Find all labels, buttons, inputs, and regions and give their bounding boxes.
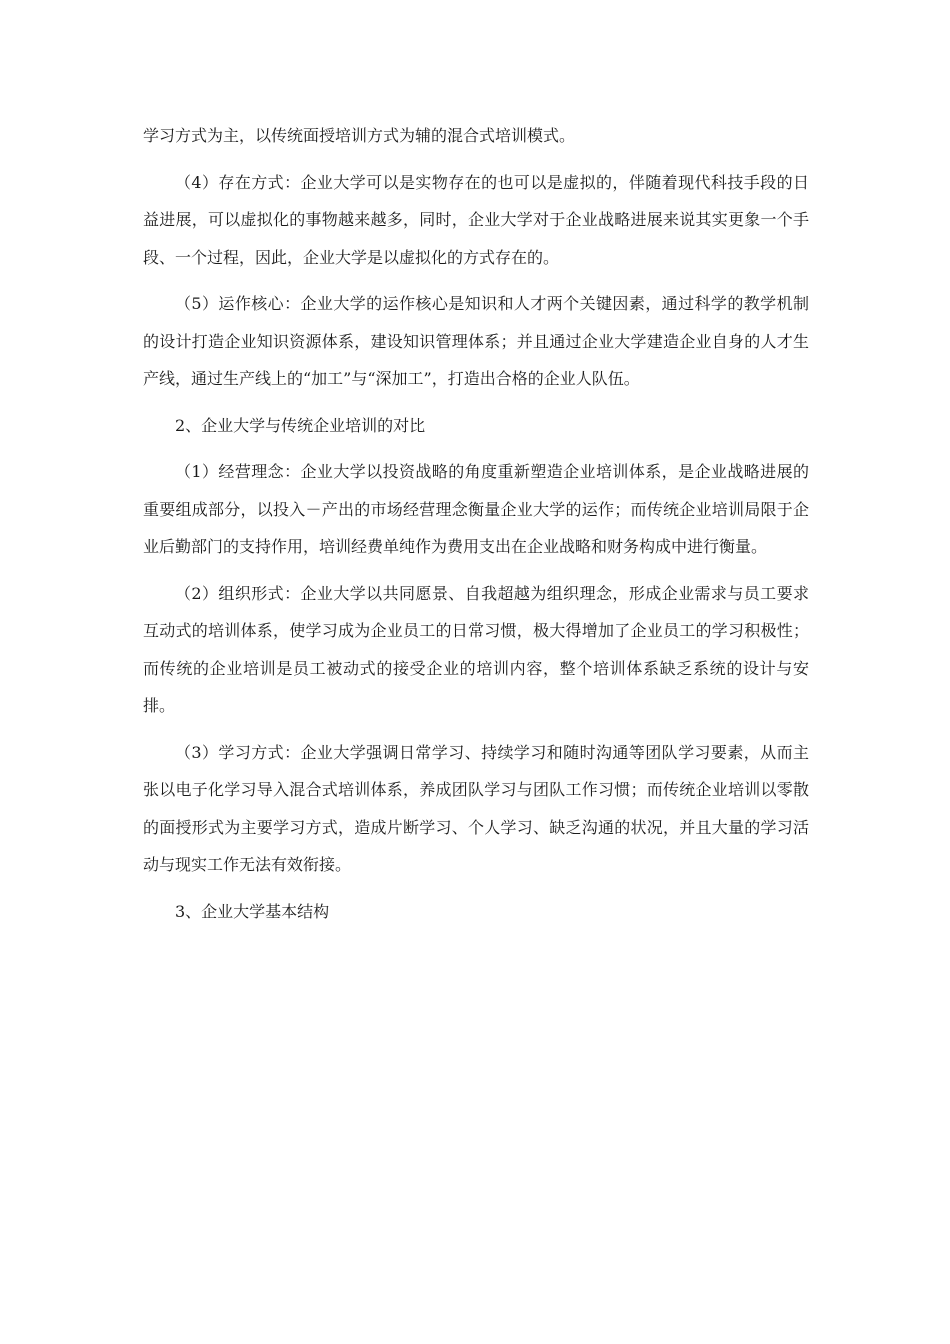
paragraph-continuation: 学习方式为主，以传统面授培训方式为辅的混合式培训模式。: [143, 126, 576, 145]
paragraph-operation-core: （5）运作核心：企业大学的运作核心是知识和人才两个关键因素，通过科学的教学机制的设计打造企业知识资源体系，建设知识管理体系；并且通过企业大学建造企业自身的人才生产线，通过生产线上的“加工”与“深加工”，打造出合格的企业人队伍。: [143, 294, 809, 388]
paragraph-learning-mode: （3）学习方式：企业大学强调日常学习、持续学习和随时沟通等团队学习要素，从而主张以电子化学习导入混合式培训体系，养成团队学习与团队工作习惯；而传统企业培训以零散的面授形式为主要学习方式，造成片断学习、个人学习、缺乏沟通的状况，并且大量的学习活动与现实工作无法有效衔接。: [143, 742, 809, 874]
paragraph-organization-form: （2）组织形式：企业大学以共同愿景、自我超越为组织理念，形成企业需求与员工要求互动式的培训体系，使学习成为企业员工的日常习惯，极大得增加了企业员工的学习积极性；而传统的企业培训是员工被动式的接受企业的培训内容，整个培训体系缺乏系统的设计与安排。: [143, 583, 809, 715]
section-heading-basic-structure: 3、企业大学基本结构: [175, 901, 330, 921]
section-heading-comparison: 2、企业大学与传统企业培训的对比: [175, 415, 426, 435]
document-body: [143, 117, 809, 939]
paragraph-existence-mode: （4）存在方式：企业大学可以是实物存在的也可以是虚拟的，伴随着现代科技手段的日益进展，可以虚拟化的事物越来越多，同时，企业大学对于企业战略进展来说其实更象一个手段、一个过程，因此，企业大学是以虚拟化的方式存在的。: [143, 172, 809, 267]
paragraph-business-concept: （1）经营理念：企业大学以投资战略的角度重新塑造企业培训体系，是企业战略进展的重要组成部分，以投入－产出的市场经营理念衡量企业大学的运作；而传统企业培训局限于企业后勤部门的支持作用，培训经费单纯作为费用支出在企业战略和财务构成中进行衡量。: [143, 462, 809, 556]
